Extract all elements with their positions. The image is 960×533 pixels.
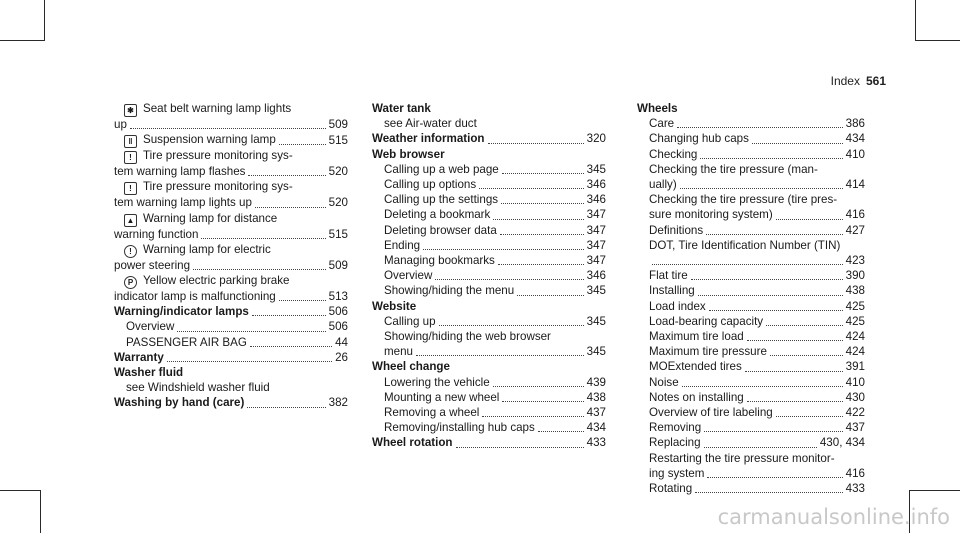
- index-entry: warning function 515: [114, 227, 348, 241]
- see-reference: see Air-water duct: [384, 117, 477, 131]
- index-entry: power steering 509: [114, 258, 348, 272]
- index-entry-line: Showing/hiding the web browser: [384, 330, 551, 344]
- index-entry: Deleting a bookmark 347: [384, 208, 606, 222]
- index-entry-line: ! Tire pressure monitoring sys-: [114, 179, 348, 195]
- index-entry: ‖ Suspension warning lamp 515: [114, 132, 348, 148]
- crop-mark: [915, 40, 960, 41]
- parking-brake-icon: P: [124, 276, 137, 289]
- index-entry: MOExtended tires 391: [649, 360, 865, 374]
- index-heading: Water tank: [372, 102, 431, 115]
- index-entry: menu 345: [384, 345, 606, 359]
- index-entry: Notes on installing 430: [649, 390, 865, 404]
- index-entry: sure monitoring system) 416: [649, 208, 865, 222]
- index-heading: Web browser: [372, 147, 445, 161]
- index-entry: Lowering the vehicle 439: [384, 375, 606, 389]
- tire-pressure-icon: !: [124, 151, 137, 164]
- index-entry: Overview of tire labeling 422: [649, 406, 865, 420]
- index-entry: Calling up options 346: [384, 178, 606, 192]
- index-heading: Wheel change: [372, 360, 450, 374]
- index-entry: Installing 438: [649, 284, 865, 298]
- index-entry: Rotating 433: [649, 482, 865, 496]
- crop-mark: [40, 490, 41, 533]
- index-entry: Managing bookmarks 347: [384, 254, 606, 268]
- page-number: 561: [865, 74, 886, 88]
- index-entry: Deleting browser data 347: [384, 223, 606, 237]
- index-heading: Website: [372, 299, 417, 313]
- steering-wheel-icon: !: [124, 245, 137, 258]
- suspension-icon: ‖: [124, 135, 137, 148]
- index-entry: 423: [637, 253, 865, 268]
- index-entry: Removing/installing hub caps 434: [384, 421, 606, 435]
- tire-pressure-icon: !: [124, 182, 137, 195]
- index-entry: Maximum tire load 424: [649, 330, 865, 344]
- index-entry: Calling up a web page 345: [384, 162, 606, 176]
- index-entry: ually) 414: [649, 178, 865, 192]
- watermark[interactable]: carmanualsonline.info: [717, 505, 950, 529]
- header-title: Index: [830, 74, 860, 88]
- crop-mark: [0, 490, 40, 491]
- index-entry: indicator lamp is malfunctioning 513: [114, 290, 348, 304]
- index-entry: Checking 410: [649, 147, 865, 161]
- index-entry: Changing hub caps 434: [649, 132, 865, 146]
- index-entry: Load index 425: [649, 299, 865, 313]
- index-column-1: [114, 101, 348, 411]
- index-heading: Weather information 320: [372, 132, 606, 146]
- index-entry: Care 386: [649, 117, 865, 131]
- index-entry-line: DOT, Tire Identification Number (TIN): [649, 238, 841, 252]
- see-reference: see Windshield washer fluid: [126, 381, 270, 395]
- index-entry-line: Checking the tire pressure (tire pres-: [649, 193, 838, 207]
- index-entry: Calling up 345: [384, 314, 606, 328]
- index-entry: Overview 346: [384, 269, 606, 283]
- index-entry: Definitions 427: [649, 223, 865, 237]
- index-entry: tem warning lamp flashes 520: [114, 165, 348, 179]
- index-entry: Overview 506: [126, 320, 348, 334]
- index-entry: Showing/hiding the menu 345: [384, 284, 606, 298]
- crop-mark: [910, 490, 960, 491]
- index-entry-line: ▲ Warning lamp for distance: [114, 211, 348, 227]
- index-entry: up 509: [114, 118, 348, 131]
- index-entry-line: Restarting the tire pressure monitor-: [649, 451, 835, 465]
- index-entry-line: Checking the tire pressure (man-: [649, 162, 818, 176]
- index-entry: Maximum tire pressure 424: [649, 345, 865, 359]
- index-entry-line: ! Tire pressure monitoring sys-: [114, 148, 348, 164]
- crop-mark: [915, 0, 916, 41]
- distance-warning-icon: ▲: [124, 214, 137, 227]
- index-entry: Load-bearing capacity 425: [649, 314, 865, 328]
- index-entry: Removing 437: [649, 421, 865, 435]
- page-header: [831, 74, 886, 88]
- seat-belt-icon: ✱: [124, 104, 137, 117]
- index-heading: Warranty 26: [114, 350, 348, 364]
- index-entry: Noise 410: [649, 375, 865, 389]
- index-entry: PASSENGER AIR BAG 44: [126, 335, 348, 349]
- index-heading: Wheels: [637, 102, 678, 115]
- index-heading: Warning/indicator lamps 506: [114, 305, 348, 319]
- index-heading: Washer fluid: [114, 366, 184, 380]
- index-entry: Ending 347: [384, 238, 606, 252]
- index-heading: Washing by hand (care) 382: [114, 396, 348, 410]
- index-entry: Removing a wheel 437: [384, 406, 606, 420]
- index-heading: Wheel rotation 433: [372, 436, 606, 450]
- index-entry-line: ! Warning lamp for electric: [114, 242, 348, 258]
- crop-mark: [0, 40, 45, 41]
- index-entry: Replacing 430, 434: [649, 436, 865, 450]
- index-entry-line: P Yellow electric parking brake: [114, 273, 348, 289]
- index-column-2: [372, 101, 606, 451]
- index-entry: Flat tire 390: [649, 269, 865, 283]
- index-entry: ing system 416: [649, 466, 865, 480]
- index-entry-line: ✱ Seat belt warning lamp lights: [114, 101, 348, 117]
- crop-mark: [44, 0, 45, 41]
- index-entry: tem warning lamp lights up 520: [114, 196, 348, 210]
- index-entry: Mounting a new wheel 438: [384, 390, 606, 404]
- index-column-3: [637, 101, 865, 496]
- index-entry: Calling up the settings 346: [384, 193, 606, 207]
